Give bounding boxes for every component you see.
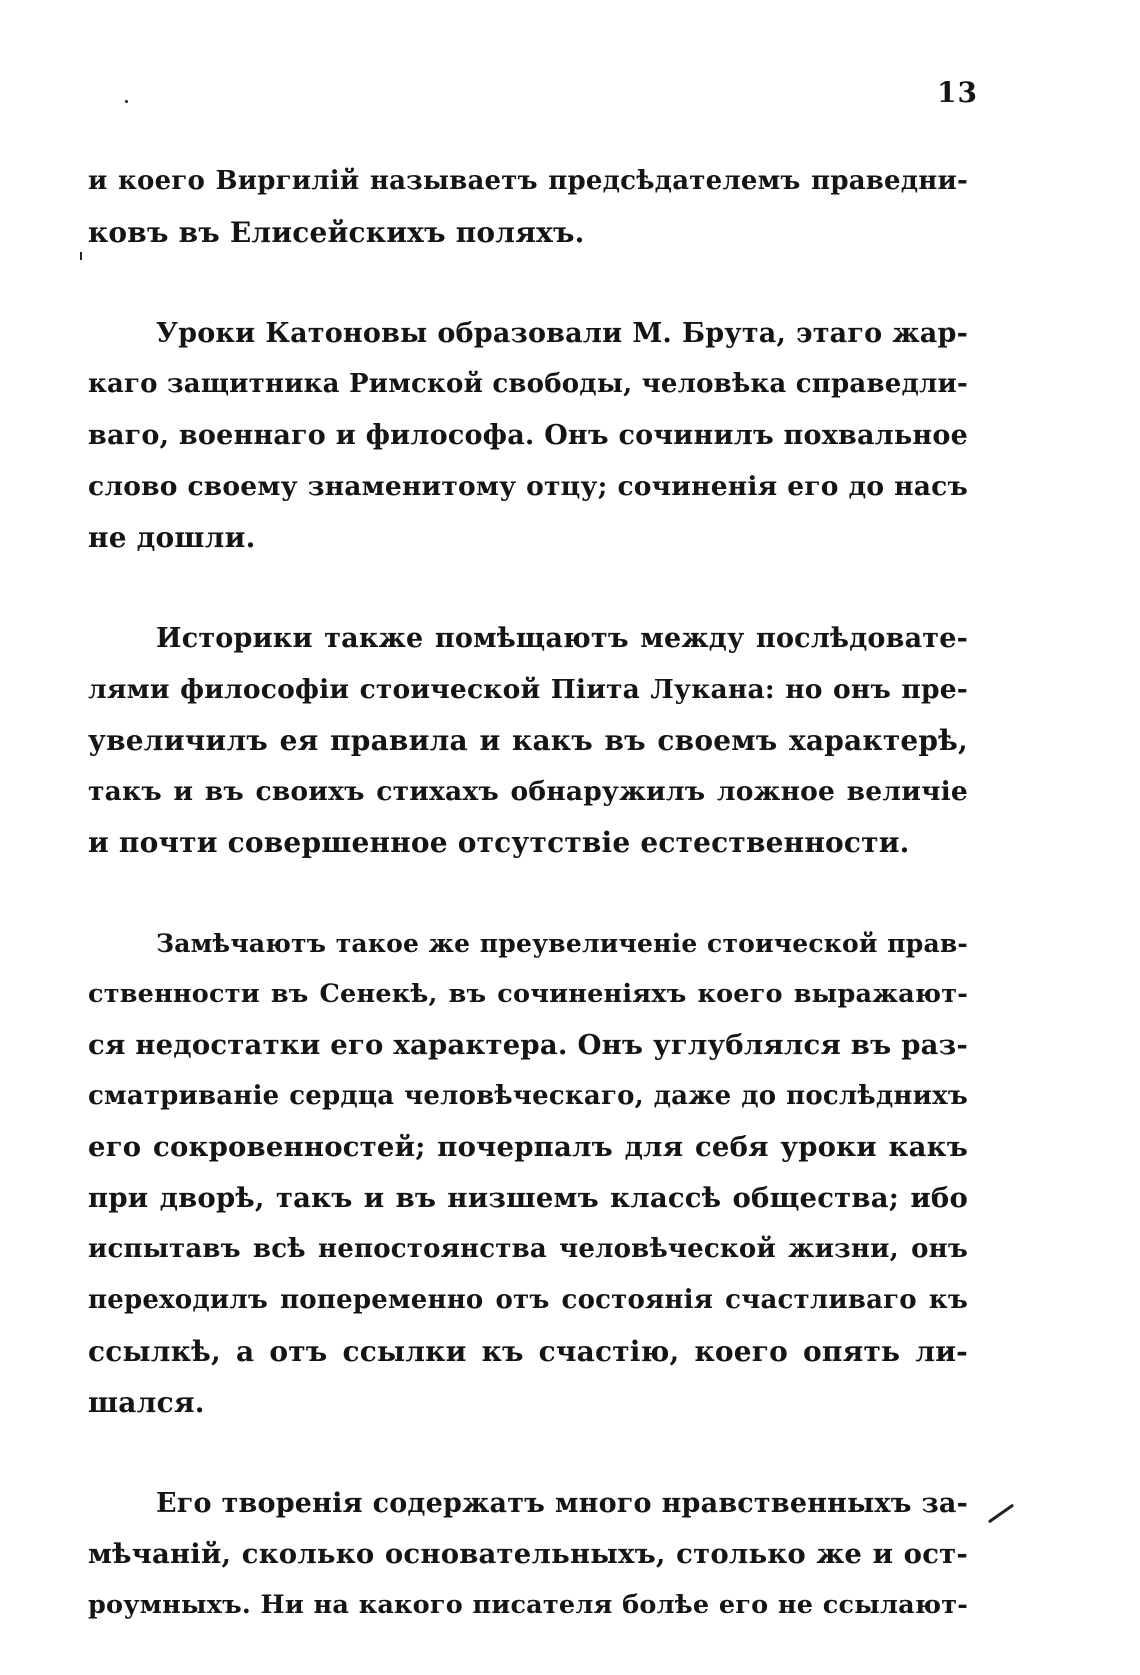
- ink-speck: [125, 100, 128, 103]
- text-line: его сокровенностей; почерпалъ для себя уроки какъ: [88, 1131, 968, 1163]
- paragraph-5: [88, 1478, 968, 1631]
- text-line: увеличилъ ея правила и какъ въ своемъ характерѣ,: [88, 724, 968, 757]
- page-text: [88, 156, 968, 1631]
- text-line: Уроки Катоновы образовали М. Брута, этаго жар-: [156, 318, 968, 349]
- paragraph-4: [88, 918, 968, 1428]
- text-line: Замѣчаютъ такое же преувеличеніе стоической прав-: [156, 929, 968, 958]
- paragraph-3: [88, 613, 968, 868]
- text-line: ссылкѣ, а отъ ссылки къ счастію, коего опять ли-: [88, 1335, 968, 1368]
- text-line: ковъ въ Елисейскихъ поляхъ.: [88, 216, 585, 249]
- text-line: каго защитника Римской свободы, человѣка справедли-: [88, 369, 968, 399]
- text-line: переходилъ попеременно отъ состоянія счастливаго къ: [88, 1285, 968, 1315]
- text-line: не дошли.: [88, 521, 256, 554]
- ink-tick: [80, 252, 82, 260]
- pencil-scratch: [988, 1504, 1014, 1524]
- text-line: сматриваніе сердца человѣческаго, даже до послѣднихъ: [88, 1081, 968, 1111]
- text-line: ся недостатки его характера. Онъ углублялся въ раз-: [88, 1029, 968, 1061]
- text-line: ственности въ Сенекѣ, въ сочиненіяхъ коего выражают-: [88, 979, 968, 1009]
- text-line: шался.: [88, 1386, 205, 1419]
- paragraph-2: [88, 308, 968, 563]
- text-line: роумныхъ. Ни на какого писателя болѣе его не ссылают-: [88, 1590, 968, 1620]
- text-line: Историки также помѣщаютъ между послѣдовате-: [156, 623, 968, 654]
- text-line: и коего Виргилій называетъ предсѣдателемъ праведни-: [88, 166, 968, 196]
- text-line: мѣчаній, сколько основательныхъ, столько же и ост-: [88, 1538, 968, 1570]
- paragraph-1: [88, 156, 968, 258]
- page-number: 13: [937, 76, 978, 109]
- text-line: и почти совершенное отсутствіе естественности.: [88, 826, 910, 859]
- text-line: лями философіи стоической Піита Лукана: но онъ пре-: [88, 674, 968, 705]
- text-line: ваго, военнаго и философа. Онъ сочинилъ похвальное: [88, 420, 968, 451]
- text-line: испытавъ всѣ непостоянства человѣческой жизни, онъ: [88, 1234, 968, 1264]
- text-line: такъ и въ своихъ стихахъ обнаружилъ ложное величіе: [88, 776, 968, 807]
- text-line: при дворѣ, такъ и въ низшемъ классѣ общества; ибо: [88, 1182, 968, 1214]
- text-line: Его творенія содержатъ много нравственныхъ за-: [156, 1488, 968, 1519]
- text-line: слово своему знаменитому отцу; сочиненія его до насъ: [88, 471, 968, 502]
